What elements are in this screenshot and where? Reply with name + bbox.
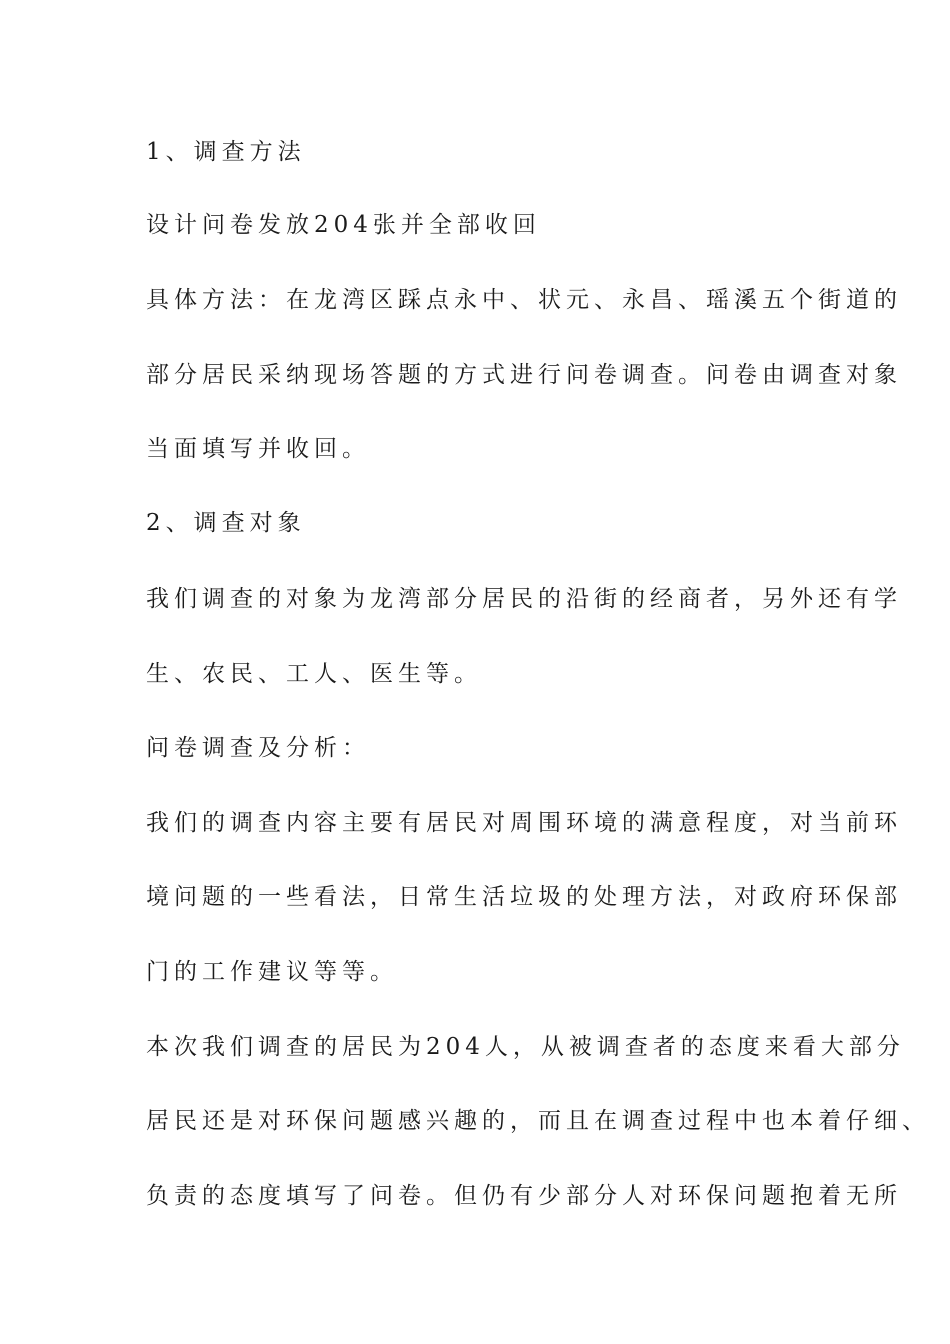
section-heading-analysis: 问卷调查及分析： <box>146 735 370 761</box>
paragraph-line: 生、农民、工人、医生等。 <box>146 661 482 687</box>
section-heading-subjects: 2、调查对象 <box>146 510 306 536</box>
paragraph-line: 本次我们调查的居民为204人，从被调查者的态度来看大部分 <box>146 1034 905 1060</box>
paragraph-line: 具体方法：在龙湾区踩点永中、状元、永昌、瑶溪五个街道的 <box>146 287 902 313</box>
paragraph-line: 境问题的一些看法，日常生活垃圾的处理方法，对政府环保部 <box>146 884 902 910</box>
paragraph-line: 部分居民采纳现场答题的方式进行问卷调查。问卷由调查对象 <box>146 362 902 388</box>
paragraph-line: 门的工作建议等等。 <box>146 959 398 985</box>
paragraph-line: 设计问卷发放204张并全部收回 <box>146 212 541 238</box>
paragraph-line: 负责的态度填写了问卷。但仍有少部分人对环保问题抱着无所 <box>146 1183 902 1209</box>
paragraph-line: 居民还是对环保问题感兴趣的，而且在调查过程中也本着仔细、 <box>146 1108 930 1134</box>
paragraph-line: 当面填写并收回。 <box>146 436 370 462</box>
paragraph-line: 我们的调查内容主要有居民对周围环境的满意程度，对当前环 <box>146 810 902 836</box>
section-heading-method: 1、调查方法 <box>146 139 306 165</box>
paragraph-line: 我们调查的对象为龙湾部分居民的沿街的经商者，另外还有学 <box>146 586 902 612</box>
